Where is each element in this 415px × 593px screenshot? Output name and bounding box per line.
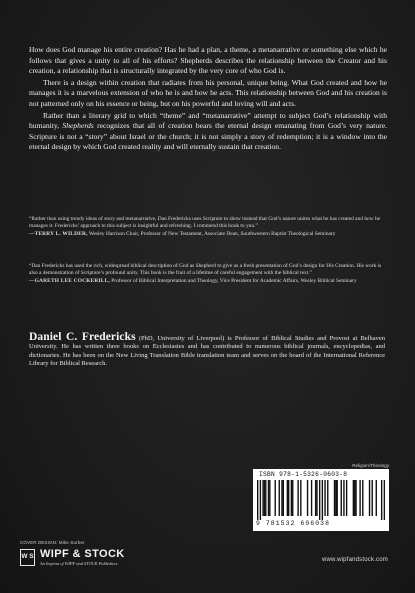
barcode-bar [372, 480, 373, 516]
endorser-name: —GARETH LEE COCKERILL, [29, 277, 110, 284]
barcode-bar [334, 480, 335, 516]
barcode-bar [327, 480, 328, 516]
barcode-bar [381, 480, 382, 520]
barcode-bar [335, 480, 336, 516]
endorsement-quote: “Rather than using trendy ideas of story and metanarrative, Dan Fredericks uses Scripture to show instead that God’s nature unites what he has created and how he manages it. Fredericks’ approach to this subject is insightful and refreshing. I commend this book to you.” [29, 216, 381, 229]
barcode-bar [265, 480, 266, 516]
publisher-name: WIPF & STOCK [40, 548, 125, 560]
barcode-bar [359, 480, 360, 516]
barcode-bar [283, 480, 284, 516]
barcode-bar [292, 480, 293, 516]
barcode-bar [281, 480, 282, 516]
blurb-paragraph-2: There is a design within creation that radiates from his personal, unique being. What God created and how he manages it is a marvelous extension of who he is and how he acts. This relationship between God and his creation is not patterned only on his essence or being, but on his powerful and loving will and acts. [29, 77, 387, 108]
endorser-title: Professor of Biblical Interpretation and Theology, Vice President for Academic Affairs, Wesley Biblical Seminary [109, 277, 357, 284]
blurb [29, 45, 387, 154]
barcode-bar [336, 480, 337, 516]
endorsement-attribution [29, 278, 384, 285]
barcode-bar [279, 480, 280, 516]
barcode-bar [324, 480, 325, 516]
publisher-imprint: An Imprint of WIPF and STOCK Publishers [40, 561, 118, 566]
barcode-bars [257, 480, 385, 520]
barcode-bar [257, 480, 258, 520]
endorsement-2 [29, 263, 384, 285]
blurb-paragraph-1: How does God manage his entire creation? Has he had a plan, a theme, a metanarrative or something else which he follows that gives a unity to all of his efforts? Shepherds describes the relationship between the Creator and his creation, a relationship that is structurally integrated by the very core of who God is. [29, 45, 387, 76]
barcode-bar [341, 480, 342, 516]
barcode-bar [311, 480, 312, 516]
blurb-p3-start: Rather than a literary grid to which “theme” and “metanarrative” attempt to subject God’s relationship with humanity, [29, 110, 387, 131]
publisher-logo-icon: W S [20, 549, 35, 566]
barcode-bar [354, 480, 355, 516]
blurb-paragraph-3 [29, 111, 387, 153]
barcode-bar [269, 480, 270, 516]
book-title-italic: Shepherds [62, 121, 94, 131]
barcode-bar [362, 480, 363, 516]
barcode-bar [343, 480, 344, 516]
barcode-bar [268, 480, 269, 516]
barcode-bar [262, 480, 263, 516]
barcode-bar [353, 480, 354, 516]
barcode-bar [275, 480, 276, 516]
isbn-label: ISBN 978-1-5326-0603-8 [259, 471, 348, 478]
endorser-name: —TERRY L. WILDER, [29, 230, 88, 237]
publisher-url: www.wipfandstock.com [321, 557, 388, 563]
barcode-bar [297, 480, 298, 516]
barcode-bar [316, 480, 317, 516]
endorser-title: Wesley Harrison Chair, Professor of New Testament, Associate Dean, Southwestern Baptist Theological Seminary [87, 230, 336, 237]
publisher-logo [20, 548, 180, 570]
barcode-bar [322, 480, 323, 520]
barcode-bar [287, 480, 288, 516]
barcode-bar [260, 480, 261, 520]
barcode-bar [264, 480, 265, 516]
barcode-box [253, 469, 389, 531]
barcode-bar [376, 480, 377, 516]
blurb-p3-end: recognizes that all of creation bears the eternal design emanating from God’s very nature. Scripture is not a “story” about Israel or the church; it is not simply a story of redemption; it is a window into the eternal design by which God created reality and will eternally sustain that creation. [29, 121, 387, 152]
barcode-bar [300, 480, 301, 516]
barcode-bar [307, 480, 308, 516]
author-bio-text: (PhD, University of Liverpool) is Professor of Biblical Studies and Provost at Belhaven University. He has written three books on Ecclesiastes and has contributed to numerous biblical journals, encyclopedias, and dictionaries. He has been on the New Living Translation Bible translation team and serves on the board of the International Reference Library for Biblical Research. [29, 335, 385, 368]
endorsement-attribution [29, 231, 384, 238]
cover-design-credit: COVER DESIGN: Mike Surber [20, 540, 85, 545]
endorsement-quote: “Dan Fredericks has used the rich, widespread biblical description of God as Shepherd to give us a fresh presentation of God’s design for His Creation. His work is also a demonstration of Scripture’s profound unity. This book is the fruit of a lifetime of careful engagement with the biblical text.” [29, 263, 382, 276]
author-bio [29, 333, 385, 369]
barcode-bar [288, 480, 289, 516]
barcode-bar [369, 480, 370, 516]
category-label: Religion/Theology [352, 463, 389, 468]
barcode-bar [319, 480, 320, 520]
author-name: Daniel C. Fredericks [29, 331, 136, 343]
barcode-bar [346, 480, 347, 516]
barcode-bar [384, 480, 385, 520]
barcode-bar [291, 480, 292, 516]
barcode-bar [315, 480, 316, 516]
barcode-bar [355, 480, 356, 516]
barcode-digits: 9 781532 606038 [256, 520, 331, 527]
endorsement-1 [29, 216, 384, 238]
